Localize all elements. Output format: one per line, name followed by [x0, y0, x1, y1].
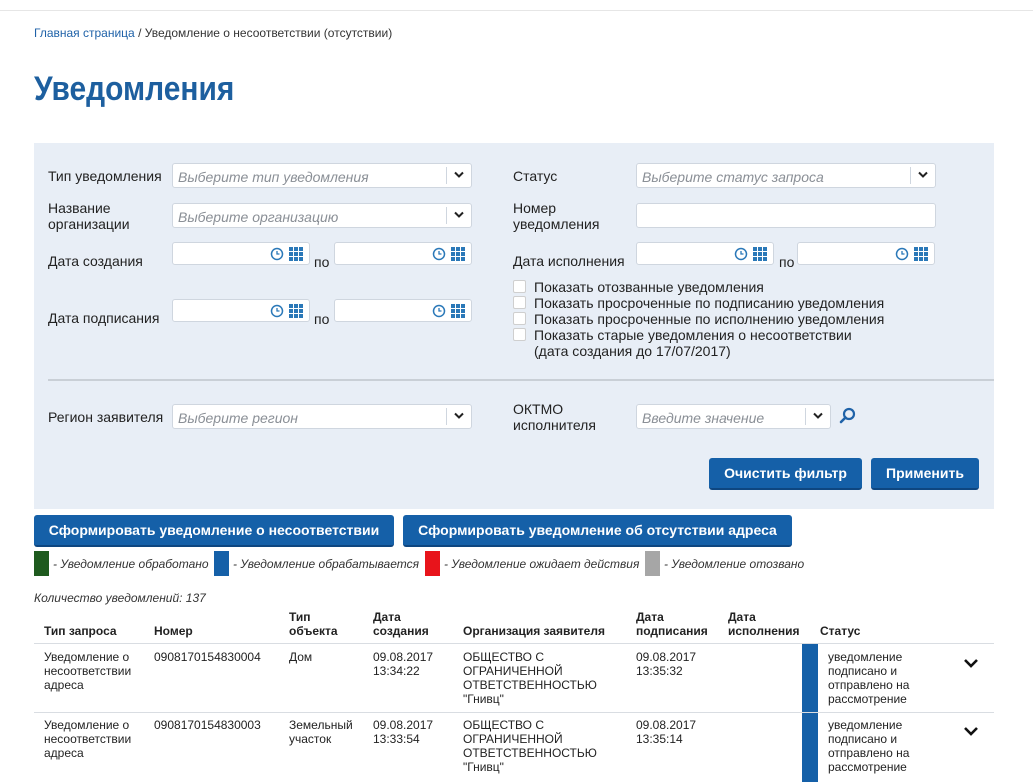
clock-icon[interactable]: [895, 247, 909, 261]
filter-divider: [48, 379, 994, 381]
cell-line: "Гнивц": [463, 692, 504, 706]
col-header-object-line2: объекта: [289, 624, 338, 638]
cell-line: 09.08.2017: [636, 650, 697, 664]
region-label: Регион заявителя: [48, 409, 164, 425]
chevron-down-icon[interactable]: [910, 167, 935, 184]
number-label-line1: Номер: [513, 200, 557, 216]
legend-swatch-revoked: [645, 551, 660, 576]
chevron-down-icon[interactable]: [446, 408, 471, 425]
cell-line: "Гнивц": [463, 760, 504, 774]
org-label: [48, 200, 130, 232]
cell-line: ОТВЕТСТВЕННОСТЬЮ: [463, 678, 597, 692]
oktmo-label-line1: ОКТМО: [513, 401, 564, 417]
calendar-icon[interactable]: [753, 247, 767, 261]
cell-created: [373, 718, 433, 746]
checkbox-label: Показать отозванные уведомления: [534, 279, 764, 295]
checkbox-label: Показать просроченные по подписанию уведомления: [534, 295, 885, 311]
col-header-object-line1: Тип: [289, 610, 311, 624]
legend-swatch-processing: [214, 551, 229, 576]
expand-chevron-icon[interactable]: [963, 657, 979, 669]
col-header-done-line1: Дата: [728, 610, 756, 624]
col-header-status[interactable]: Статус: [820, 624, 861, 638]
col-header-number[interactable]: Номер: [154, 624, 193, 638]
cell-created: [373, 650, 433, 678]
col-header-object[interactable]: [289, 610, 338, 638]
checkbox-box[interactable]: [513, 328, 526, 341]
col-header-type[interactable]: Тип запроса: [44, 624, 117, 638]
col-header-done[interactable]: [728, 610, 800, 638]
checkbox-label: Показать просроченные по исполнению уведомления: [534, 311, 885, 327]
cell-line: участок: [289, 732, 332, 746]
cell-status: [828, 650, 909, 706]
region-select[interactable]: [172, 404, 472, 429]
status-select[interactable]: [636, 163, 936, 188]
clock-icon[interactable]: [270, 304, 284, 318]
cell-line: ОГРАНИЧЕННОЙ: [463, 664, 563, 678]
cell-number: 0908170154830003: [154, 718, 261, 732]
type-select[interactable]: [172, 163, 472, 188]
status-label: Статус: [513, 168, 558, 184]
breadcrumb: [34, 26, 392, 40]
clock-icon[interactable]: [270, 247, 284, 261]
done-po-label: по: [779, 254, 795, 270]
legend-swatch-waiting: [425, 551, 440, 576]
cell-line: 09.08.2017: [636, 718, 697, 732]
created-po-label: по: [314, 254, 330, 270]
cell-type: [44, 650, 131, 692]
breadcrumb-home-link[interactable]: Главная страница: [34, 26, 135, 40]
legend-swatch-processed: [34, 551, 49, 576]
legend-text-processing: - Уведомление обрабатывается: [233, 557, 420, 571]
number-label-line2: уведомления: [513, 216, 600, 232]
cell-line: Дом: [289, 650, 313, 664]
calendar-icon[interactable]: [451, 247, 465, 261]
table-divider: [34, 712, 994, 713]
cell-line: ОТВЕТСТВЕННОСТЬЮ: [463, 746, 597, 760]
create-missing-address-button[interactable]: Сформировать уведомление об отсутствии адреса: [403, 515, 792, 547]
calendar-icon[interactable]: [451, 304, 465, 318]
breadcrumb-current: Уведомление о несоответствии (отсутствии): [144, 26, 393, 40]
cell-line: ОГРАНИЧЕННОЙ: [463, 732, 563, 746]
cell-object: [289, 650, 312, 664]
breadcrumb-separator: /: [134, 26, 145, 40]
cell-line: адреса: [44, 746, 84, 760]
cell-line: 13:35:14: [636, 732, 683, 746]
col-header-org[interactable]: Организация заявителя: [463, 624, 605, 638]
cell-status: [828, 718, 909, 774]
page-title: Уведомления: [34, 70, 235, 108]
cell-line: ОБЩЕСТВО С: [463, 718, 544, 732]
table-divider: [34, 643, 994, 644]
search-icon[interactable]: [839, 407, 857, 425]
col-header-created-line1: Дата: [373, 610, 401, 624]
apply-button[interactable]: Применить: [871, 458, 979, 490]
oktmo-label-line2: исполнителя: [513, 417, 596, 433]
status-placeholder: Выберите статус запроса: [642, 169, 824, 185]
notifications-count: Количество уведомлений: 137: [34, 591, 206, 605]
done-label: Дата исполнения: [513, 253, 625, 269]
cell-line: Уведомление о: [44, 650, 130, 664]
checkbox-box[interactable]: [513, 312, 526, 325]
cell-org: [463, 718, 597, 774]
clock-icon[interactable]: [734, 247, 748, 261]
cell-line: несоответствии: [44, 664, 132, 678]
signed-to-field[interactable]: [334, 299, 472, 322]
oktmo-label: [513, 401, 596, 433]
legend-text-processed: - Уведомление обработано: [53, 557, 209, 571]
signed-po-label: по: [314, 311, 330, 327]
cell-line: уведомление: [828, 718, 903, 732]
clock-icon[interactable]: [432, 247, 446, 261]
number-input[interactable]: [636, 203, 936, 228]
done-from-field[interactable]: [636, 242, 774, 265]
calendar-icon[interactable]: [914, 247, 928, 261]
checkbox-box[interactable]: [513, 280, 526, 293]
top-divider: [0, 10, 1033, 11]
cell-number: 0908170154830004: [154, 650, 261, 664]
signed-label: Дата подписания: [48, 310, 160, 326]
created-label: Дата создания: [48, 253, 143, 269]
cell-line: ОБЩЕСТВО С: [463, 650, 544, 664]
col-header-signed-line1: Дата: [636, 610, 664, 624]
cell-line: Земельный: [289, 718, 353, 732]
cell-line: уведомление: [828, 650, 903, 664]
chevron-down-icon[interactable]: [805, 408, 830, 425]
col-header-created[interactable]: [373, 610, 429, 638]
checkbox-box[interactable]: [513, 296, 526, 309]
cell-line: 13:34:22: [373, 664, 420, 678]
org-label-line1: Название: [48, 200, 111, 216]
cell-line: рассмотрение: [828, 760, 907, 774]
legend-text-revoked: - Уведомление отозвано: [664, 557, 805, 571]
cell-object: [289, 718, 353, 746]
cell-signed: [636, 718, 696, 746]
cell-line: подписано и: [828, 664, 898, 678]
org-label-line2: организации: [48, 216, 130, 232]
filter-panel: [34, 143, 994, 509]
chevron-down-icon[interactable]: [446, 167, 471, 184]
done-to-field[interactable]: [797, 242, 935, 265]
col-header-done-line2: исполнения: [728, 624, 800, 638]
org-select[interactable]: [172, 203, 472, 228]
legend-text-waiting: - Уведомление ожидает действия: [444, 557, 640, 571]
cell-line: рассмотрение: [828, 692, 907, 706]
cell-line: подписано и: [828, 732, 898, 746]
chevron-down-icon[interactable]: [446, 207, 471, 224]
cell-line: несоответствии: [44, 732, 132, 746]
status-color-bar: [802, 713, 818, 782]
cell-org: [463, 650, 597, 706]
type-label: Тип уведомления: [48, 168, 162, 184]
checkbox-label: Показать старые уведомления о несоответствии: [534, 327, 852, 343]
cell-line: адреса: [44, 678, 84, 692]
calendar-icon[interactable]: [289, 304, 303, 318]
col-header-signed[interactable]: [636, 610, 708, 638]
oktmo-select[interactable]: [636, 404, 831, 429]
clear-filter-button[interactable]: Очистить фильтр: [709, 458, 862, 490]
cell-line: 13:33:54: [373, 732, 420, 746]
clock-icon[interactable]: [432, 304, 446, 318]
cell-line: 13:35:32: [636, 664, 683, 678]
cell-line: 09.08.2017: [373, 650, 434, 664]
created-from-field[interactable]: [172, 242, 310, 265]
checkbox-note-text: (дата создания до 17/07/2017): [534, 343, 731, 359]
col-header-created-line2: создания: [373, 624, 429, 638]
create-mismatch-button[interactable]: Сформировать уведомление о несоответствии: [34, 515, 394, 547]
status-color-bar: [802, 644, 818, 712]
cell-line: отправлено на: [828, 746, 910, 760]
cell-line: 09.08.2017: [373, 718, 434, 732]
expand-chevron-icon[interactable]: [963, 725, 979, 737]
col-header-signed-line2: подписания: [636, 624, 708, 638]
cell-line: Уведомление о: [44, 718, 130, 732]
signed-from-field[interactable]: [172, 299, 310, 322]
oktmo-placeholder: Введите значение: [642, 410, 765, 426]
cell-line: отправлено на: [828, 678, 910, 692]
region-placeholder: Выберите регион: [178, 410, 298, 426]
type-placeholder: Выберите тип уведомления: [178, 169, 369, 185]
cell-signed: [636, 650, 696, 678]
calendar-icon[interactable]: [289, 247, 303, 261]
org-placeholder: Выберите организацию: [178, 209, 339, 225]
cell-type: [44, 718, 131, 760]
created-to-field[interactable]: [334, 242, 472, 265]
number-label: [513, 200, 599, 232]
